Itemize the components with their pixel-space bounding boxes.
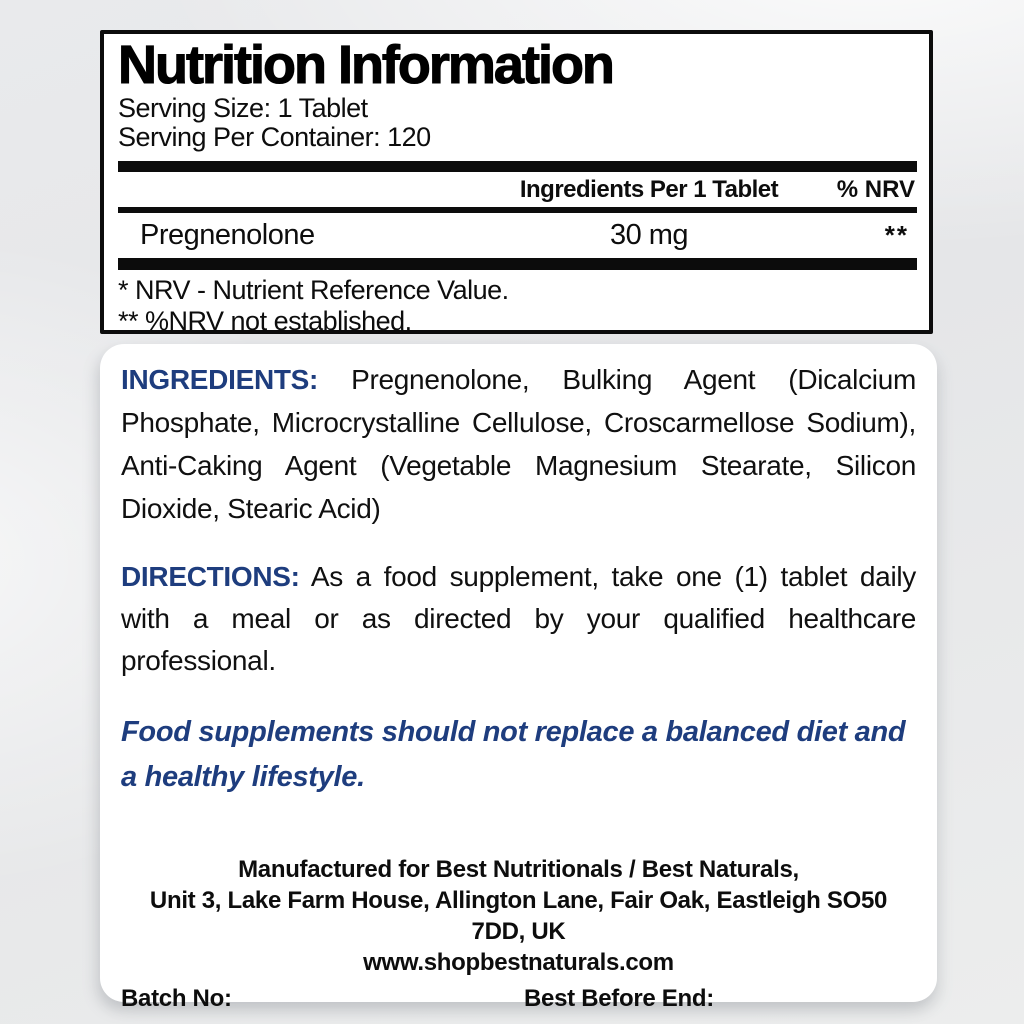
servings-per-container: Serving Per Container: 120 [118,122,431,152]
footnotes [118,275,917,334]
serving-size: Serving Size: 1 Tablet [118,93,368,123]
ingredient-nrv: ** [884,220,909,250]
manufacturer-address: Unit 3, Lake Farm House, Allington Lane, Fair Oak, Eastleigh SO50 7DD, UK [149,887,888,945]
manufacturer-block [121,854,916,978]
ingredients-paragraph [121,358,916,530]
directions-text: As a food supplement, take one (1) tablet daily with a meal or as directed by your qualified healthcare professional. [121,561,916,676]
batch-no-label: Batch No: [121,985,232,1012]
footnote-nrv-not-established: ** %NRV not established. [118,306,412,334]
table-header-nrv: % NRV [836,175,915,203]
ingredients-label: INGREDIENTS: [121,364,319,395]
directions-label: DIRECTIONS: [121,561,300,592]
manufacturer-line1: Manufactured for Best Nutritionals / Best Naturals, [238,856,799,883]
advisory-statement: Food supplements should not replace a balanced diet and a healthy lifestyle. [121,716,906,793]
table-row [118,213,917,258]
table-header-row [118,172,917,207]
divider-bar-bottom [118,258,917,270]
ingredient-amount: 30 mg [609,219,689,251]
manufacturer-website: www.shopbestnaturals.com [363,949,674,976]
table-header-amount: Ingredients Per 1 Tablet [519,175,779,203]
panel-title: Nutrition Information [118,35,613,95]
ingredients-text: Pregnenolone, Bulking Agent (Dicalcium Phosphate, Microcrystalline Cellulose, Croscarmellose Sodium), Anti-Caking Agent (Vegetable Magnesium Stearate, Silicon Dioxide, Stearic Acid) [121,364,916,524]
ingredient-name: Pregnenolone [140,219,315,251]
nutrition-info-panel [100,30,933,334]
best-before-label: Best Before End: [524,985,714,1012]
directions-paragraph [121,556,916,682]
batch-row [121,985,916,1019]
divider-bar-top [118,161,917,172]
supplement-details-card [100,344,937,1012]
footnote-nrv: * NRV - Nutrient Reference Value. [118,275,509,305]
